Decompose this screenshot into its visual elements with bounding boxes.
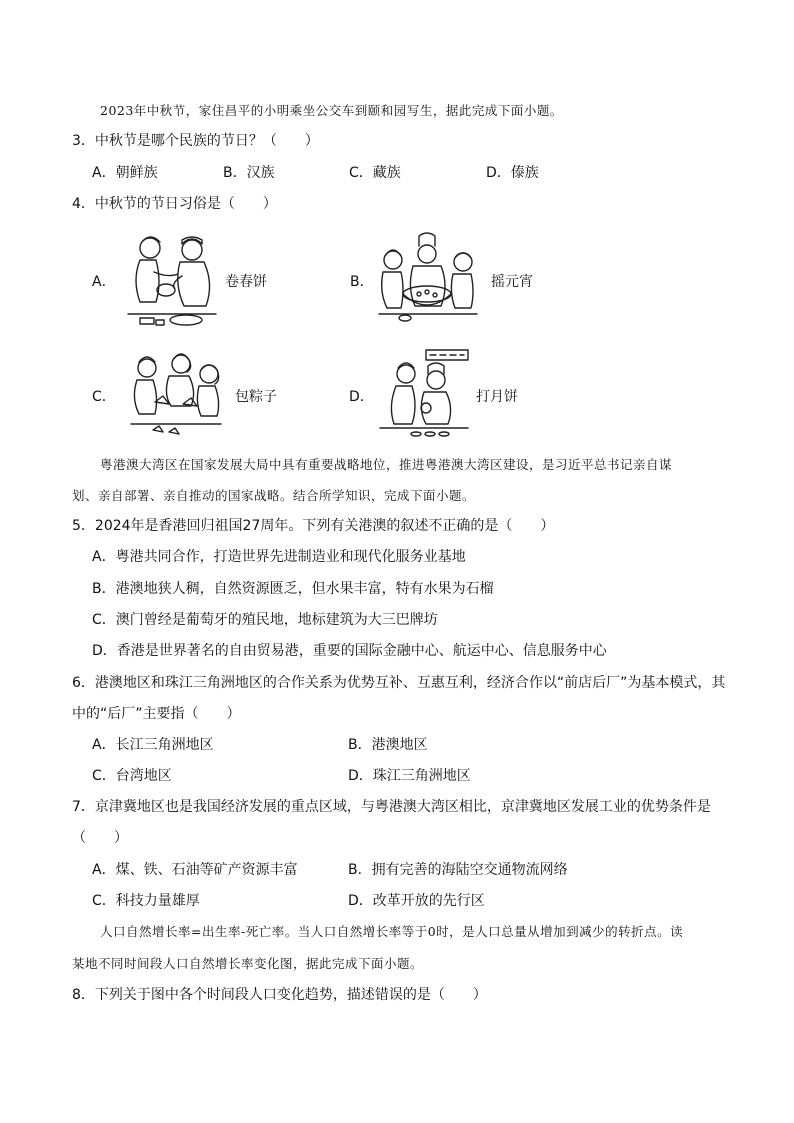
question-4-option-b-caption: 摇元宵 (491, 274, 533, 290)
question-6-option-c[interactable]: C．台湾地区 (92, 768, 172, 784)
question-6-option-a[interactable]: A．长江三角洲地区 (92, 737, 214, 753)
question-5-option-d[interactable]: D．香港是世界著名的自由贸易港，重要的国际金融中心、航运中心、信息服务中心 (92, 643, 607, 659)
question-7-option-a[interactable]: A．煤、铁、石油等矿产资源丰富 (92, 862, 298, 878)
question-4-option-c-caption: 包粽子 (235, 389, 277, 405)
intro-text-population-line-1: 人口自然增长率=出生率-死亡率。当人口自然增长率等于0时，是人口总量从增加到减少的转折点。读 (100, 924, 684, 939)
question-8-stem: 8．下列关于图中各个时间段人口变化趋势，描述错误的是（ ） (72, 987, 487, 1003)
question-5-option-a[interactable]: A．粤港共同合作，打造世界先进制造业和现代化服务业基地 (92, 549, 466, 565)
intro-text-mid-autumn: 2023年中秋节，家住昌平的小明乘坐公交车到颐和园写生，据此完成下面小题。 (100, 103, 563, 118)
question-3-option-b[interactable]: B．汉族 (223, 165, 275, 181)
question-4-option-a-letter[interactable]: A． (92, 274, 116, 290)
question-6-stem-line-2: 中的“后厂”主要指（ ） (72, 706, 241, 722)
question-6-stem-line-1: 6．港澳地区和珠江三角洲地区的合作关系为优势互补、互惠互利，经济合作以“前店后厂”为基本模式，其 (72, 675, 726, 691)
question-4-option-d-caption: 打月饼 (476, 389, 518, 405)
intro-text-population-line-2: 某地不同时间段人口自然增长率变化图，据此完成下面小题。 (72, 956, 424, 971)
question-7-option-c[interactable]: C．科技力量雄厚 (92, 893, 200, 909)
question-4-option-b-letter[interactable]: B． (350, 274, 374, 290)
question-4-option-a-caption: 卷春饼 (225, 274, 267, 290)
question-4-option-c-letter[interactable]: C． (92, 389, 116, 405)
question-3-option-d[interactable]: D．傣族 (486, 165, 539, 181)
question-5-option-b[interactable]: B．港澳地狭人稠，自然资源匮乏，但水果丰富，特有水果为石榴 (92, 581, 494, 597)
question-3-option-c[interactable]: C．藏族 (349, 165, 401, 181)
question-4-option-d-letter[interactable]: D． (349, 389, 374, 405)
question-7-option-d[interactable]: D．改革开放的先行区 (348, 893, 485, 909)
intro-text-greater-bay-area-line-2: 划、亲自部署、亲自推动的国家战略。结合所学知识，完成下面小题。 (72, 488, 476, 503)
question-7-option-b[interactable]: B．拥有完善的海陆空交通物流网络 (348, 862, 568, 878)
question-7-stem-line-1: 7．京津冀地区也是我国经济发展的重点区域，与粤港澳大湾区相比，京津冀地区发展工业的优势条件是 (72, 799, 711, 815)
making-mooncakes-illustration (376, 348, 472, 440)
question-5-option-c[interactable]: C．澳门曾经是葡萄牙的殖民地，地标建筑为大三巴牌坊 (92, 612, 438, 628)
question-5-stem: 5．2024年是香港回归祖国27周年。下列有关港澳的叙述不正确的是（ ） (72, 518, 555, 534)
question-7-stem-line-2: （ ） (72, 830, 128, 846)
intro-text-greater-bay-area-line-1: 粤港澳大湾区在国家发展大局中具有重要战略地位，推进粤港澳大湾区建设，是习近平总书记亲自谋 (100, 457, 673, 472)
shaking-yuanxiao-illustration (375, 232, 481, 326)
question-3-option-a[interactable]: A．朝鲜族 (92, 165, 158, 181)
question-4-stem: 4．中秋节的节日习俗是（ ） (72, 196, 277, 212)
wrapping-zongzi-illustration (125, 350, 225, 442)
question-6-option-b[interactable]: B．港澳地区 (348, 737, 428, 753)
question-6-option-d[interactable]: D．珠江三角洲地区 (348, 768, 471, 784)
question-3-stem: 3．中秋节是哪个民族的节日？（ ） (72, 133, 319, 149)
rolling-spring-pancakes-illustration (120, 228, 220, 332)
